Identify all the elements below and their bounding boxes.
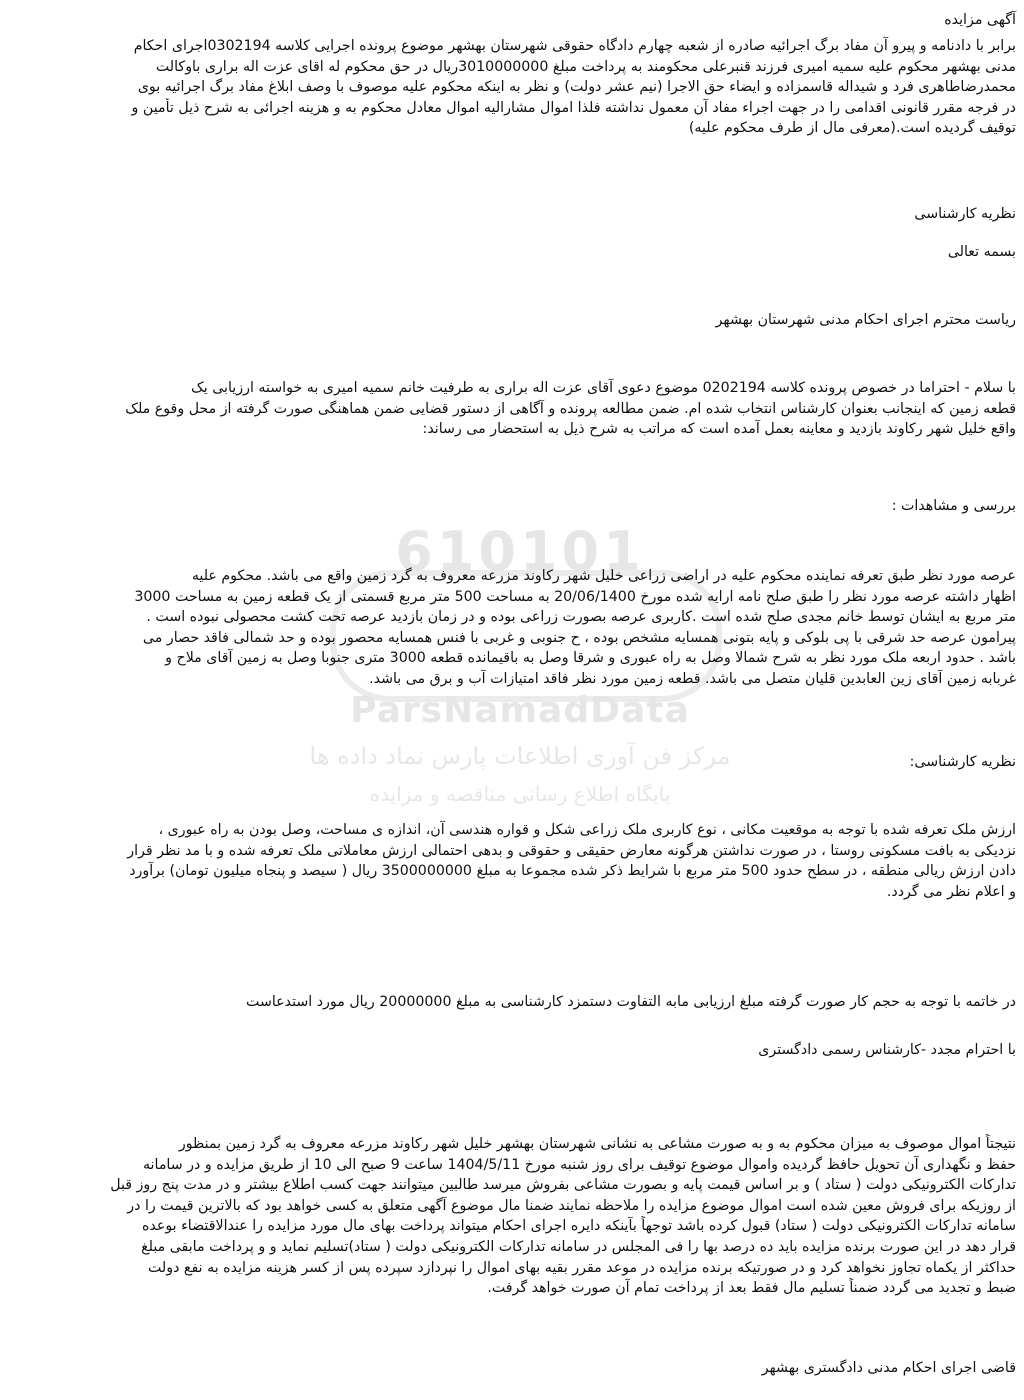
opinion-line: ارزش ملک تعرفه شده با توجه به موقعیت مکانی ، نوع کاربری ملک زراعی شکل و قواره هندسی آن، اندازه ی مساحت، وصل بودن به راه عبوری ، (158, 822, 1016, 838)
review-paragraph (6, 566, 1016, 690)
result-line: ضبط و تجدید می گردد ضمناً تسلیم مال فقط بعد از پرداخت تمام آن صورت خواهد گرفت. (487, 1280, 1016, 1297)
opinion-line: دادن ارزش ریالی منطقه ، در سطح حدود 500 متر مربع با شرایط ذکر شده مجموعا به مبلغ 3500000000 ریال ( سیصد و پنجاه میلیون تومان) برآورد (129, 863, 1016, 880)
watermark-brand: ParsNamadData (350, 690, 690, 731)
greeting-line: با سلام - احتراما در خصوص پرونده کلاسه 0202194 موضوع دعوی آقای عزت اله براری به طرفیت خانم سمیه امیری به خواسته ارزیابی یک (191, 380, 1016, 396)
basmala: بسمه تعالی (947, 244, 1016, 260)
review-line: متر مربع به ایشان توسط خانم مجدی صلح شده است .کاربری عرصه بصورت زراعی بوده و در زمان بازدید عرصه تحت کشت محصولی نبوده است . (146, 609, 1016, 626)
watermark-line-1: مرکز فن آوری اطلاعات پارس نماد داده ها (309, 742, 731, 770)
review-line: پیرامون عرصه حد شرقی با پی بلوکی و پایه بتونی همسایه مشخص بوده ، ح جنوبی و غربی با فنس همسایه محصور بوده و حد شمالی فاقد حصار می (142, 629, 1016, 646)
intro-line: در فرجه مقرر قانونی اقدامی را در جهت اجراء مفاد آن معمول نداشته فلذا اموال مشارالیه اموال معادل محکوم به و هزینه اجرائی به شرح ذیل تأمین و (131, 99, 1016, 116)
review-line: باشد . حدود اربعه ملک مورد نظر به شرح شمالا وصل به راه عبوری و شرقا وصل به باقیمانده قطعه 3000 متری جنوبا وصل به زمین آقای ملاح و (165, 650, 1016, 667)
notice-title: آگهی مزایده (944, 12, 1016, 28)
result-paragraph (6, 1134, 1016, 1299)
result-line: نتیجتاً اموال موصوف به میزان محکوم به و به صورت مشاعی به نشانی شهرستان بهشهر خلیل شهر رکاوند مزرعه معروف به گرد زمین بمنظور (178, 1136, 1016, 1152)
result-line: تدارکات الکترونیکی دولت ( ستاد ) و بر اساس قیمت پایه و بصورت مشاعی بفروش میرسد طالبین میتوانند جهت کسب اطلاع بیشتر و در مدت پنج روز قبل (110, 1177, 1016, 1194)
result-line: قرار دهد در این صورت برنده مزایده باید ده درصد بها را فی المجلس در سامانه تدارکات الکترونیکی دولت ( ستاد)تسلیم نماید و و پرداخت مابقی مبلغ (141, 1238, 1016, 1255)
addressee: ریاست محترم اجرای احکام مدنی شهرستان بهشهر (715, 312, 1016, 328)
greeting-line: قطعه زمین که اینجانب بعنوان کارشناس انتخاب شده ام. ضمن مطالعه پرونده و آگاهی از دستور قضایی ضمن هماهنگی صورت گرفته از محل وقوع ملک (125, 400, 1016, 417)
intro-line: محمدرضاطاهری فرد و شیداله قاسمزاده و ایضاء حق الاجرا (نیم عشر دولت) و نظر به اینکه محکوم علیه موصوف با وصف ابلاغ مفاد برگ اجرائیه بوی (137, 79, 1016, 96)
greeting-paragraph (6, 378, 1016, 440)
watermark-number: 610101 (395, 520, 645, 583)
result-line: سامانه تدارکات الکترونیکی دولت ( ستاد) قبول کرده باشد توجهاً بآینکه دایره اجرای احکام میتواند پرداخت بهای مال مورد مزایده را عندالاقتضاء بوعده (142, 1218, 1016, 1235)
judge-signature: قاضی اجرای احکام مدنی دادگستری بهشهر (761, 1360, 1016, 1376)
opinion-line: نزدیکی به بافت مسکونی روستا ، در صورت نداشتن هرگونه معارض حقیقی و حقوقی و بدهی احتمالی ارزش معاملاتی ملک تعرفه شده و با مد نظر قرار (127, 842, 1016, 859)
intro-line: برابر با دادنامه و پیرو آن مفاد برگ اجرائیه صادره از شعبه چهارم دادگاه حقوقی شهرستان بهشهر موضوع پرونده اجرایی کلاسه 0302194اجرای احکام (133, 38, 1016, 54)
review-line: عرصه مورد نظر طبق تعرفه نماینده محکوم علیه در اراضی زراعی خلیل شهر رکاوند مزرعه معروف به گرد زمین واقع می باشد. محکوم علیه (191, 568, 1016, 584)
result-line: حداکثر از یکماه تجاوز نخواهد کرد و در صورتیکه برنده مزایده در موعد مقرر بقیه بهای اموال را نپردازد سپرده پس از کسر هزینه مزایده به نفع دولت (148, 1259, 1016, 1276)
opinion-heading: نظریه کارشناسی: (909, 754, 1016, 770)
opinion-paragraph (6, 820, 1016, 902)
intro-line: توقیف گردیده است.(معرفی مال از طرف محکوم علیه) (688, 120, 1016, 137)
expert-heading: نظریه کارشناسی (914, 206, 1016, 222)
intro-paragraph (6, 36, 1016, 139)
greeting-line: واقع خلیل شهر رکاوند بازدید و معاینه بعمل آمده است که مراتب به شرح ذیل به استحضار می رساند: (422, 421, 1016, 438)
closing-statement: در خاتمه با توجه به حجم کار صورت گرفته مبلغ ارزیابی مابه التفاوت دستمزد کارشناسی به مبلغ 20000000 ریال مورد استدعاست (246, 994, 1016, 1010)
review-line: غربابه زمین آقای زین العابدین قلیان متصل می باشد. قطعه زمین مورد نظر فاقد امتیازات آب و برق می باشد. (369, 670, 1016, 687)
watermark-line-2: پایگاه اطلاع رسانی مناقصه و مزایده (369, 782, 671, 806)
opinion-line: و اعلام نظر می گردد. (886, 883, 1016, 900)
intro-line: مدنی بهشهر محکوم علیه سمیه امیری فرزند قنبرعلی محکومند به پرداخت مبلغ 3010000000ریال در حق محکوم له اقای عزت اله براری باوکالت (155, 58, 1016, 75)
review-heading: بررسی و مشاهدات : (891, 498, 1016, 514)
expert-signature: با احترام مجدد -کارشناس رسمی دادگستری (758, 1042, 1016, 1058)
result-line: از روزیکه برای فروش معین شده است اموال موضوع مزایده را ملاحظه نمایند ضمنا مال موضوع آگهی متعلق به کسی خواهد بود که بالاترین قیمت را در (127, 1197, 1016, 1214)
review-line: اظهار داشته عرصه مورد نظر را طبق صلح نامه ارایه شده مورخ 20/06/1400 به مساحت 500 متر مربع قسمتی از یک قطعه زمین به مساحت 3000 (134, 588, 1016, 605)
result-line: حفظ و نگهداری آن تحویل حافظ گردیده واموال موضوع توقیف برای روز شنبه مورخ 1404/5/11 ساعت 9 صبح الی 10 از طریق مزایده و در سامانه (142, 1156, 1016, 1173)
